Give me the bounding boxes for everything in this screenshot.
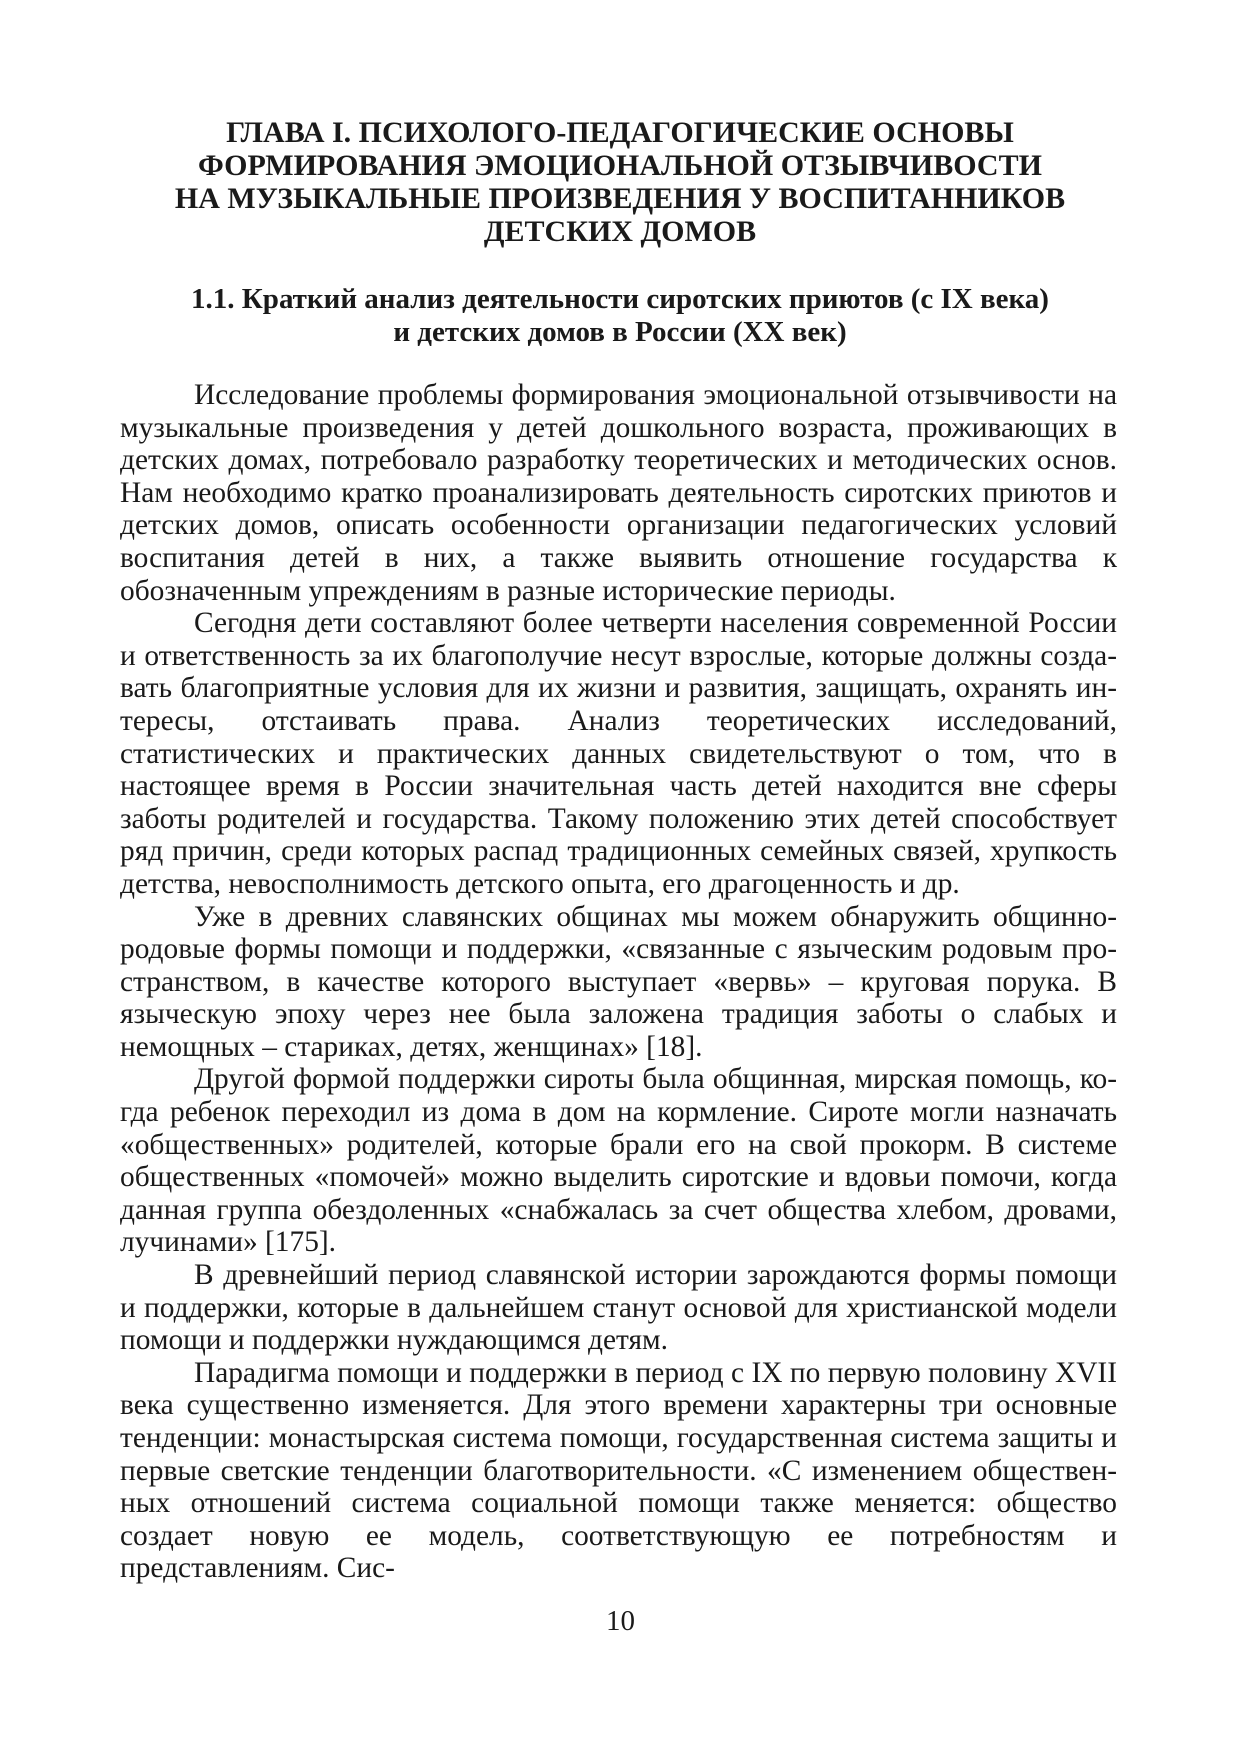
- paragraph: Другой формой поддержки сироты была общинная, мирская помощь, когда ребенок переходил из дома в дом на кормление. Сироте могли назначать «общественных» родителей, которые брали его на свой прокорм. В системе общественных «помочей» можно выделить сиротские и вдовьи помочи, когда данная группа обездоленных «снабжалась за счет общества хлебом, дровами, лучинами» [175].: [120, 1063, 1117, 1259]
- chapter-title-line: ДЕТСКИХ ДОМОВ: [483, 215, 757, 248]
- paragraph: Уже в древних славянских общинах мы можем обнаружить общиннородовые формы помощи и поддержки, «связанные с языческим родовым пространством, в качестве которого выступает «вервь» – круговая порука. В языческую эпоху через нее была заложена традиция заботы о слабых и немощных – стариках, детях, женщинах» [18].: [120, 900, 1117, 1063]
- section-title: [150, 283, 1090, 349]
- paragraph: Исследование проблемы формирования эмоциональной отзывчивости на музыкальные произведения у детей дошкольного возраста, проживающих в детских домах, потребовало разработку теоретических и методических основ. Нам необходимо кратко проанализировать деятельность сиротских приютов и детских домов, описать особенности организации педагогических условий воспитания детей в них, а также выявить отношение государства к обозначенным упреждениям в разные исторические периоды.: [120, 379, 1117, 607]
- page-number: 10: [606, 1605, 635, 1637]
- body-text: [120, 379, 1117, 1585]
- chapter-title: [150, 116, 1090, 248]
- section-title-line: и детских домов в России (XX век): [393, 316, 847, 348]
- paragraph: Сегодня дети составляют более четверти населения современной России и ответственность за их благополучие несут взрослые, которые должны создавать благоприятные условия для их жизни и развития, защищать, охранять интересы, отстаивать права. Анализ теоретических исследований, статистических и практических данных свидетельствуют о том, что в настоящее время в России значительная часть детей находится вне сферы заботы родителей и государства. Такому положению этих детей способствует ряд причин, среди которых распад традиционных семейных связей, хрупкость детства, невосполнимость детского опыта, его драгоценность и др.: [120, 607, 1117, 900]
- paragraph: Парадигма помощи и поддержки в период с IX по первую половину XVII века существенно изменяется. Для этого времени характерны три основные тенденции: монастырская система помощи, государственная система защиты и первые светские тенденции благотворительности. «С изменением общественных отношений система социальной помощи также меняется: общество создает новую ее модель, соответствующую ее потребностям и представлениям. Сис-: [120, 1356, 1117, 1585]
- paragraph: В древнейший период славянской истории зарождаются формы помощи и поддержки, которые в дальнейшем станут основой для христианской модели помощи и поддержки нуждающимся детям.: [120, 1259, 1117, 1357]
- section-title-line: 1.1. Краткий анализ деятельности сиротских приютов (с IX века): [191, 283, 1049, 315]
- chapter-title-line: ФОРМИРОВАНИЯ ЭМОЦИОНАЛЬНОЙ ОТЗЫВЧИВОСТИ: [198, 149, 1042, 182]
- chapter-title-line: ГЛАВА I. ПСИХОЛОГО-ПЕДАГОГИЧЕСКИЕ ОСНОВЫ: [226, 116, 1014, 149]
- chapter-title-line: НА МУЗЫКАЛЬНЫЕ ПРОИЗВЕДЕНИЯ У ВОСПИТАННИКОВ: [174, 182, 1066, 215]
